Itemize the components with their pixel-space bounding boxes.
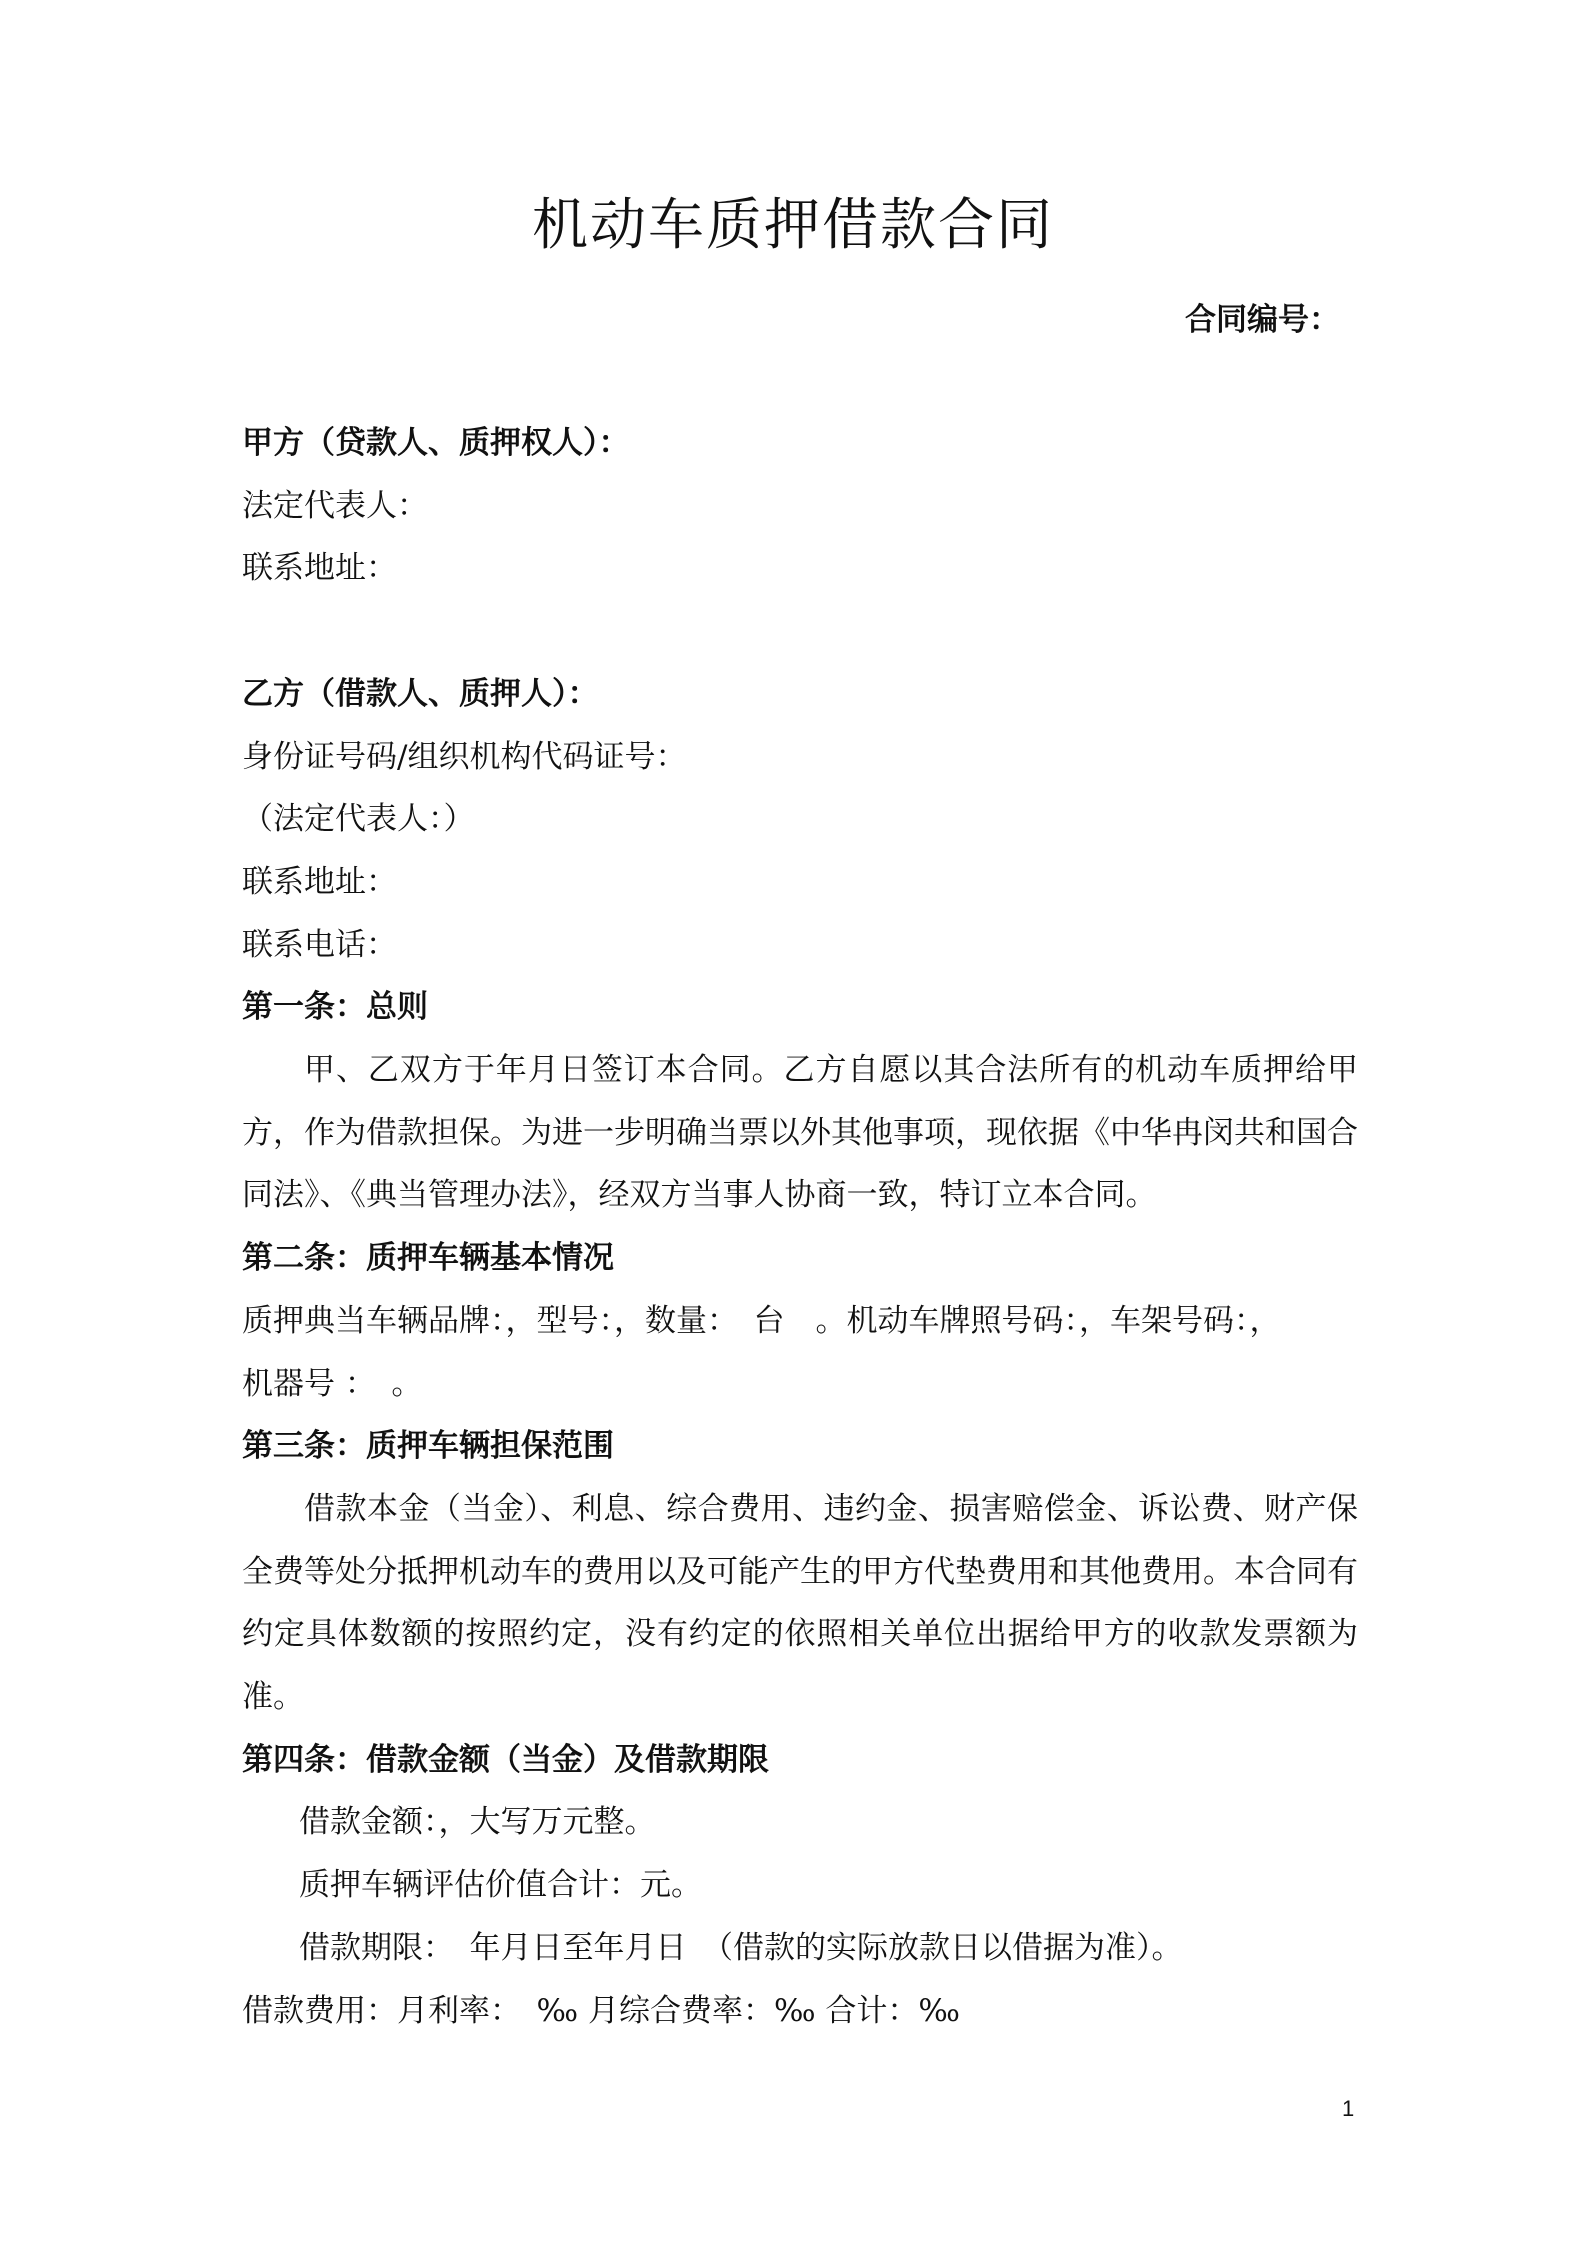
article-2-line-1: 质押典当车辆品牌：，型号：，数量： 台 。机动车牌照号码：，车架号码：，	[242, 1302, 1281, 1339]
loan-fees: 借款费用：月利率： ‰ 月综合费率：‰ 合计：‰	[242, 1992, 960, 2029]
article-3-text: 借款本金（当金）、利息、综合费用、违约金、损害赔偿金、诉讼费、财产保全费等处分抵押机动车的费用以及可能产生的甲方代垫费用和其他费用。本合同有约定具体数额的按照约定，没有约定的依照相关单位出据给甲方的收款发票额为准。	[242, 1490, 1358, 1716]
party-b-phone: 联系电话：	[242, 926, 397, 963]
contract-number-label: 合同编号：	[1185, 302, 1340, 338]
article-4-heading: 第四条：借款金额（当金）及借款期限	[242, 1741, 769, 1778]
article-3-heading: 第三条：质押车辆担保范围	[242, 1428, 614, 1465]
party-a-address: 联系地址：	[242, 550, 397, 587]
party-a-legal-rep: 法定代表人：	[242, 487, 428, 524]
party-b-legal-rep: （法定代表人：）	[242, 801, 475, 838]
spacer	[242, 600, 1358, 663]
party-b-heading: 乙方（借款人、质押人）：	[242, 675, 599, 712]
party-a-heading: 甲方（贷款人、质押权人）：	[242, 425, 630, 461]
loan-amount: 借款金额：，大写万元整。	[299, 1804, 656, 1841]
vehicle-valuation: 质押车辆评估价值合计：元。	[299, 1867, 702, 1904]
page-number: 1	[1342, 2096, 1355, 2121]
article-2-line-2: 机器号 ： 。	[242, 1365, 423, 1402]
document-title: 机动车质押借款合同	[532, 193, 1054, 258]
article-2-heading: 第二条：质押车辆基本情况	[242, 1240, 614, 1277]
party-b-id-number: 身份证号码/组织机构代码证号：	[242, 738, 687, 775]
article-1-heading: 第一条：总则	[242, 989, 428, 1026]
article-1-text: 甲、乙双方于年月日签订本合同。乙方自愿以其合法所有的机动车质押给甲方，作为借款担保。为进一步明确当票以外其他事项，现依据《中华冉闵共和国合同法》、《典当管理办法》，经双方当事人协商一致，特订立本合同。	[242, 1052, 1358, 1214]
party-b-address: 联系地址：	[242, 863, 397, 900]
loan-term: 借款期限： 年月日至年月日 （借款的实际放款日以借据为准）。	[299, 1929, 1183, 1966]
document-body	[242, 412, 1358, 2042]
